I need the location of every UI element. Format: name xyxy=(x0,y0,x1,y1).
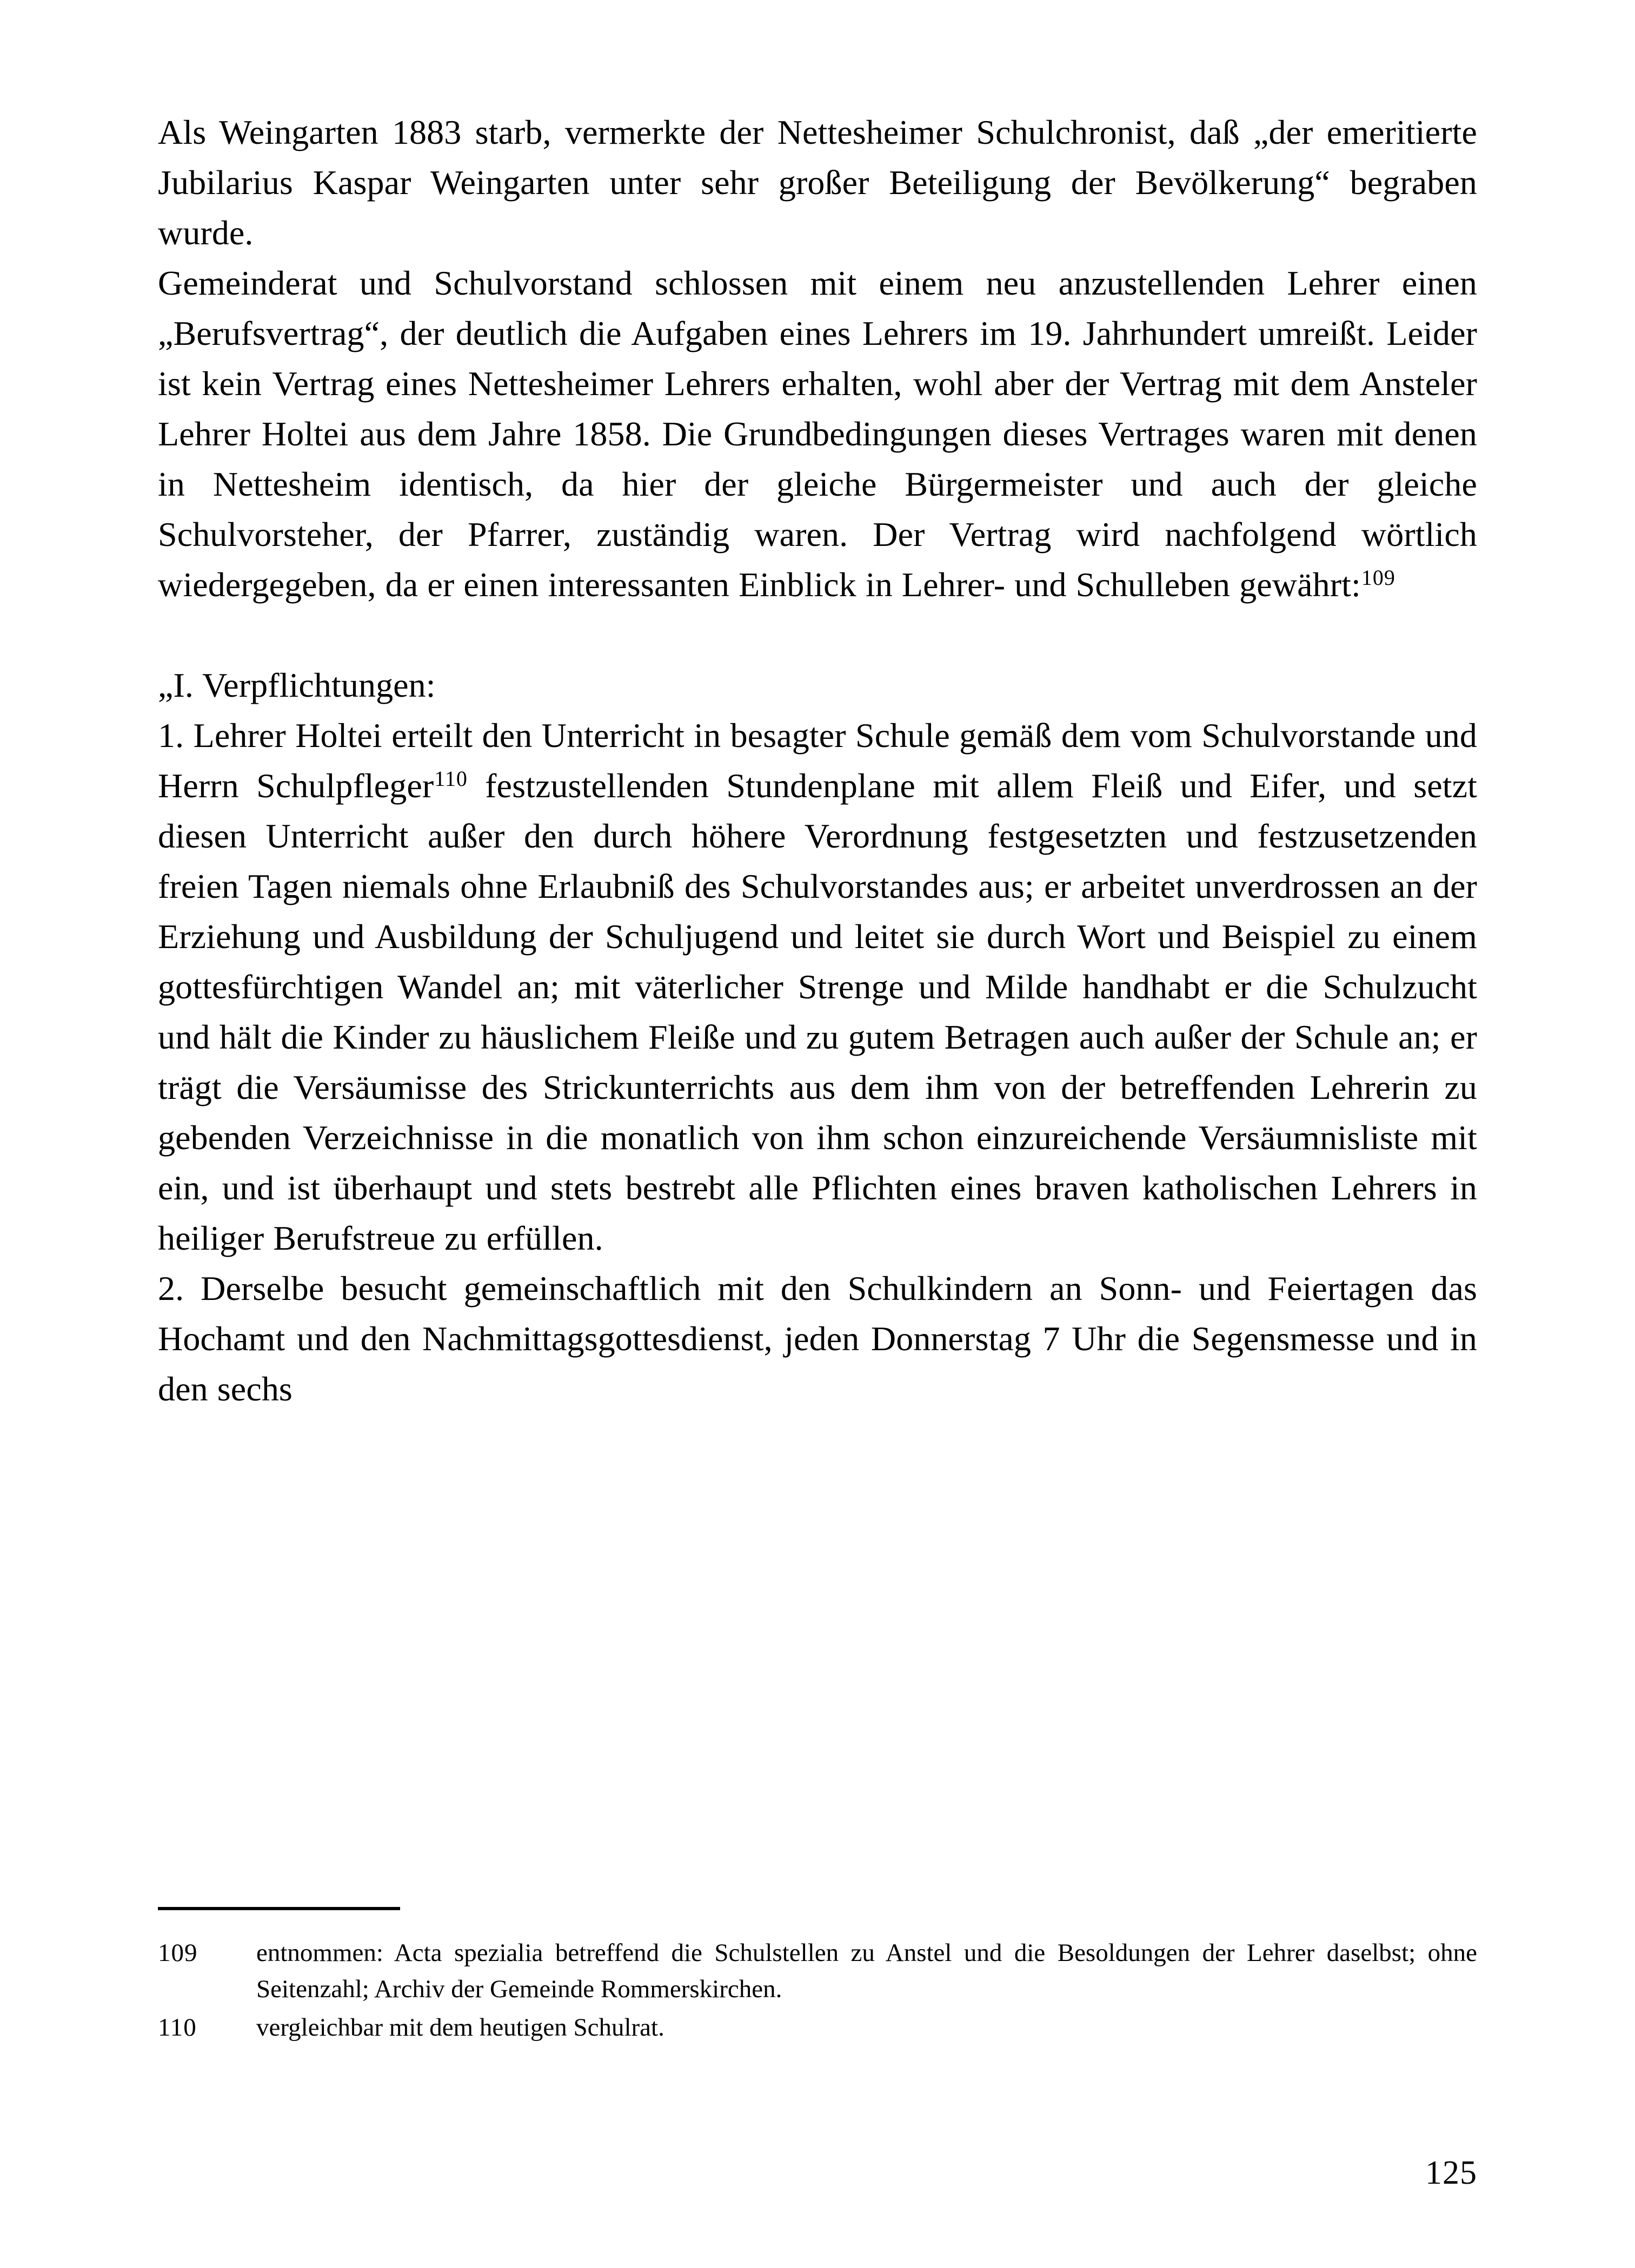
footnote-item xyxy=(158,1935,1477,2007)
footnote-number: 110 xyxy=(158,2013,197,2042)
footnote-block xyxy=(158,1935,1477,2046)
paragraph-3-heading: „I. Verpflichtungen: xyxy=(158,666,436,704)
paragraph-1: Als Weingarten 1883 starb, vermerkte der Nettesheimer Schulchronist, daß „der emeritierte Jubilarius Kaspar Weingarten unter sehr großer Beteiligung der Bevölkerung“ begraben wurde. xyxy=(158,113,1477,252)
paragraph-5: 2. Derselbe besucht gemeinschaftlich mit den Schulkindern an Sonn- und Feiertagen das Hochamt und den Nachmittagsgottesdienst, jeden Donnerstag 7 Uhr die Segensmesse und in den sechs xyxy=(158,1269,1477,1408)
footnote-marker-109[interactable]: 109 xyxy=(1361,565,1395,590)
body-text-column xyxy=(158,107,1477,1414)
footnote-text: entnommen: Acta spezialia betreffend die Schulstellen zu Anstel und die Besoldungen der Lehrer daselbst; ohne Seitenzahl; Archiv der Gemeinde Rommerskirchen. xyxy=(256,1939,1477,2003)
paragraph-2 xyxy=(158,258,1477,610)
footnote-marker-110[interactable]: 110 xyxy=(434,766,468,791)
page-number: 125 xyxy=(1425,2154,1477,2191)
footnote-number: 109 xyxy=(158,1939,198,1967)
paragraph-2-text: Gemeinderat und Schulvorstand schlossen mit einem neu anzustellenden Lehrer einen „Berufsvertrag“, der deutlich die Aufgaben eines Lehrers im 19. Jahrhundert umreißt. Leider ist kein Vertrag eines Nettesheimer Lehrers erhalten, wohl aber der Vertrag mit dem Ansteler Lehrer Holtei aus dem Jahre 1858. Die Grundbedingungen dieses Vertrages waren mit denen in Nettesheim identisch, da hier der gleiche Bürgermeister und auch der gleiche Schulvorsteher, der Pfarrer, zuständig waren. Der Vertrag wird nachfolgend wörtlich wiedergegeben, da er einen interessanten Einblick in Lehrer- und Schulleben gewährt: xyxy=(158,264,1477,604)
footnote-separator-rule xyxy=(158,1907,400,1910)
footnote-item xyxy=(158,2010,1477,2046)
paragraph-4-text-before-note: 1. Lehrer Holtei erteilt den Unterricht in besagter Schule gemäß dem vom Schulvorstande und Herrn Schulpfleger xyxy=(158,716,1477,805)
footnote-text: vergleichbar mit dem heutigen Schulrat. xyxy=(256,2013,664,2042)
paragraph-4-text-after-note: festzustellenden Stundenplane mit allem Fleiß und Eifer, und setzt diesen Unterricht außer den durch höhere Verordnung festgesetzten und festzusetzenden freien Tagen niemals ohne Erlaubniß des Schulvorstandes aus; er arbeitet unverdrossen an der Erziehung und Ausbildung der Schuljugend und leitet sie durch Wort und Beispiel zu einem gottesfürchtigen Wandel an; mit väterlicher Strenge und Milde handhabt er die Schulzucht und hält die Kinder zu häuslichem Fleiße und zu gutem Betragen auch außer der Schule an; er trägt die Versäumisse des Strickunterrichts aus dem ihm von der betreffenden Lehrerin zu gebenden Verzeichnisse in die monatlich von ihm schon einzureichende Versäumnisliste mit ein, und ist überhaupt und stets bestrebt alle Pflichten eines braven katholischen Lehrers in heiliger Berufstreue zu erfüllen. xyxy=(158,766,1477,1257)
paragraph-4 xyxy=(158,710,1477,1263)
